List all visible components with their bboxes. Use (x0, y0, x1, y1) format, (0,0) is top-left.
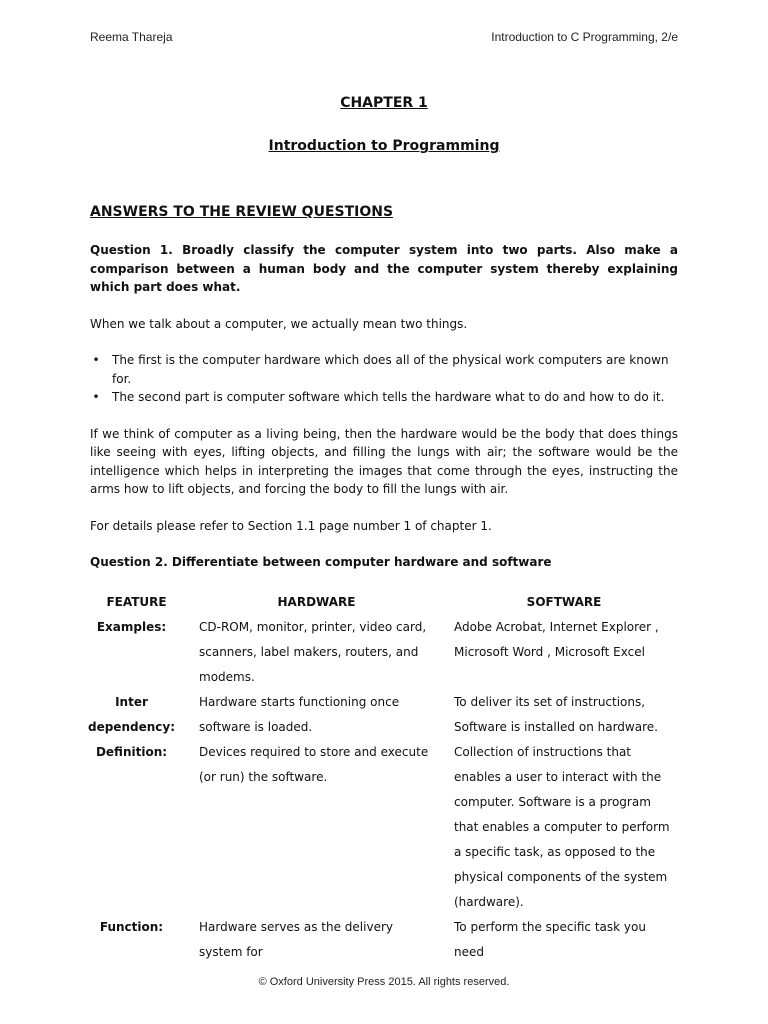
feature-cell: Definition: (95, 744, 168, 759)
hardware-cell: CD-ROM, monitor, printer, video card, scanners, label makers, routers, and modems. (199, 619, 427, 684)
column-header-software: SOFTWARE (526, 594, 602, 609)
question-1-intro: When we talk about a computer, we actually mean two things. (90, 316, 468, 331)
feature-cell: Function: (99, 919, 164, 934)
feature-cell: Examples: (96, 619, 167, 634)
table-row (84, 615, 684, 690)
section-heading: ANSWERS TO THE REVIEW QUESTIONS (90, 204, 394, 220)
software-cell: Adobe Acrobat, Internet Explorer , Microsoft Word , Microsoft Excel (454, 619, 659, 659)
list-item (92, 351, 678, 388)
header-book-title: Introduction to C Programming, 2/e (491, 30, 678, 44)
bullet-text: The second part is computer software which tells the hardware what to do and how to do it. (112, 390, 665, 404)
table-header-row (84, 590, 684, 615)
question-1-analogy: If we think of computer as a living being, then the hardware would be the body that does things like seeing with eyes, lifting objects, and filling the lungs with air; the software would be the intelligence which helps in interpreting the images that come through the eyes, instructing the arms how to lift objects, and forcing the body to fill the lungs with air. (90, 426, 678, 496)
software-cell: To deliver its set of instructions, Software is installed on hardware. (454, 694, 658, 734)
header-author: Reema Thareja (90, 30, 173, 44)
bullet-list (90, 351, 678, 407)
table-row (84, 740, 684, 915)
software-cell: To perform the specific task you need (454, 919, 646, 959)
bullet-icon: • (92, 353, 100, 367)
hardware-cell: Hardware starts functioning once software is loaded. (199, 694, 400, 734)
hardware-cell: Devices required to store and execute (or run) the software. (199, 744, 429, 784)
software-cell: Collection of instructions that enables a user to interact with the computer. Software is a program that enables a computer to perform a specific task, as opposed to the physical components of the system (hardware). (454, 744, 670, 909)
column-header-feature: FEATURE (106, 594, 167, 609)
hardware-cell: Hardware serves as the delivery system for (199, 919, 393, 959)
bullet-text: The first is the computer hardware which does all of the physical work computers are known for. (112, 353, 669, 386)
comparison-table (84, 590, 684, 965)
page-body (87, 92, 678, 965)
table-row (84, 690, 684, 740)
chapter-title: Introduction to Programming (268, 138, 500, 154)
question-1-reference: For details please refer to Section 1.1 page number 1 of chapter 1. (90, 518, 492, 533)
bullet-icon: • (92, 390, 100, 404)
chapter-label: CHAPTER 1 (340, 95, 428, 111)
table-row (84, 915, 684, 965)
question-1: Question 1. Broadly classify the computer system into two parts. Also make a comparison between a human body and the computer system thereby explaining which part does what. (90, 243, 678, 294)
list-item (92, 388, 678, 407)
column-header-hardware: HARDWARE (277, 594, 356, 609)
copyright-footer: © Oxford University Press 2015. All rights reserved. (258, 976, 510, 988)
feature-cell: Inter dependency: (87, 694, 175, 734)
question-2: Question 2. Differentiate between computer hardware and software (90, 555, 552, 569)
